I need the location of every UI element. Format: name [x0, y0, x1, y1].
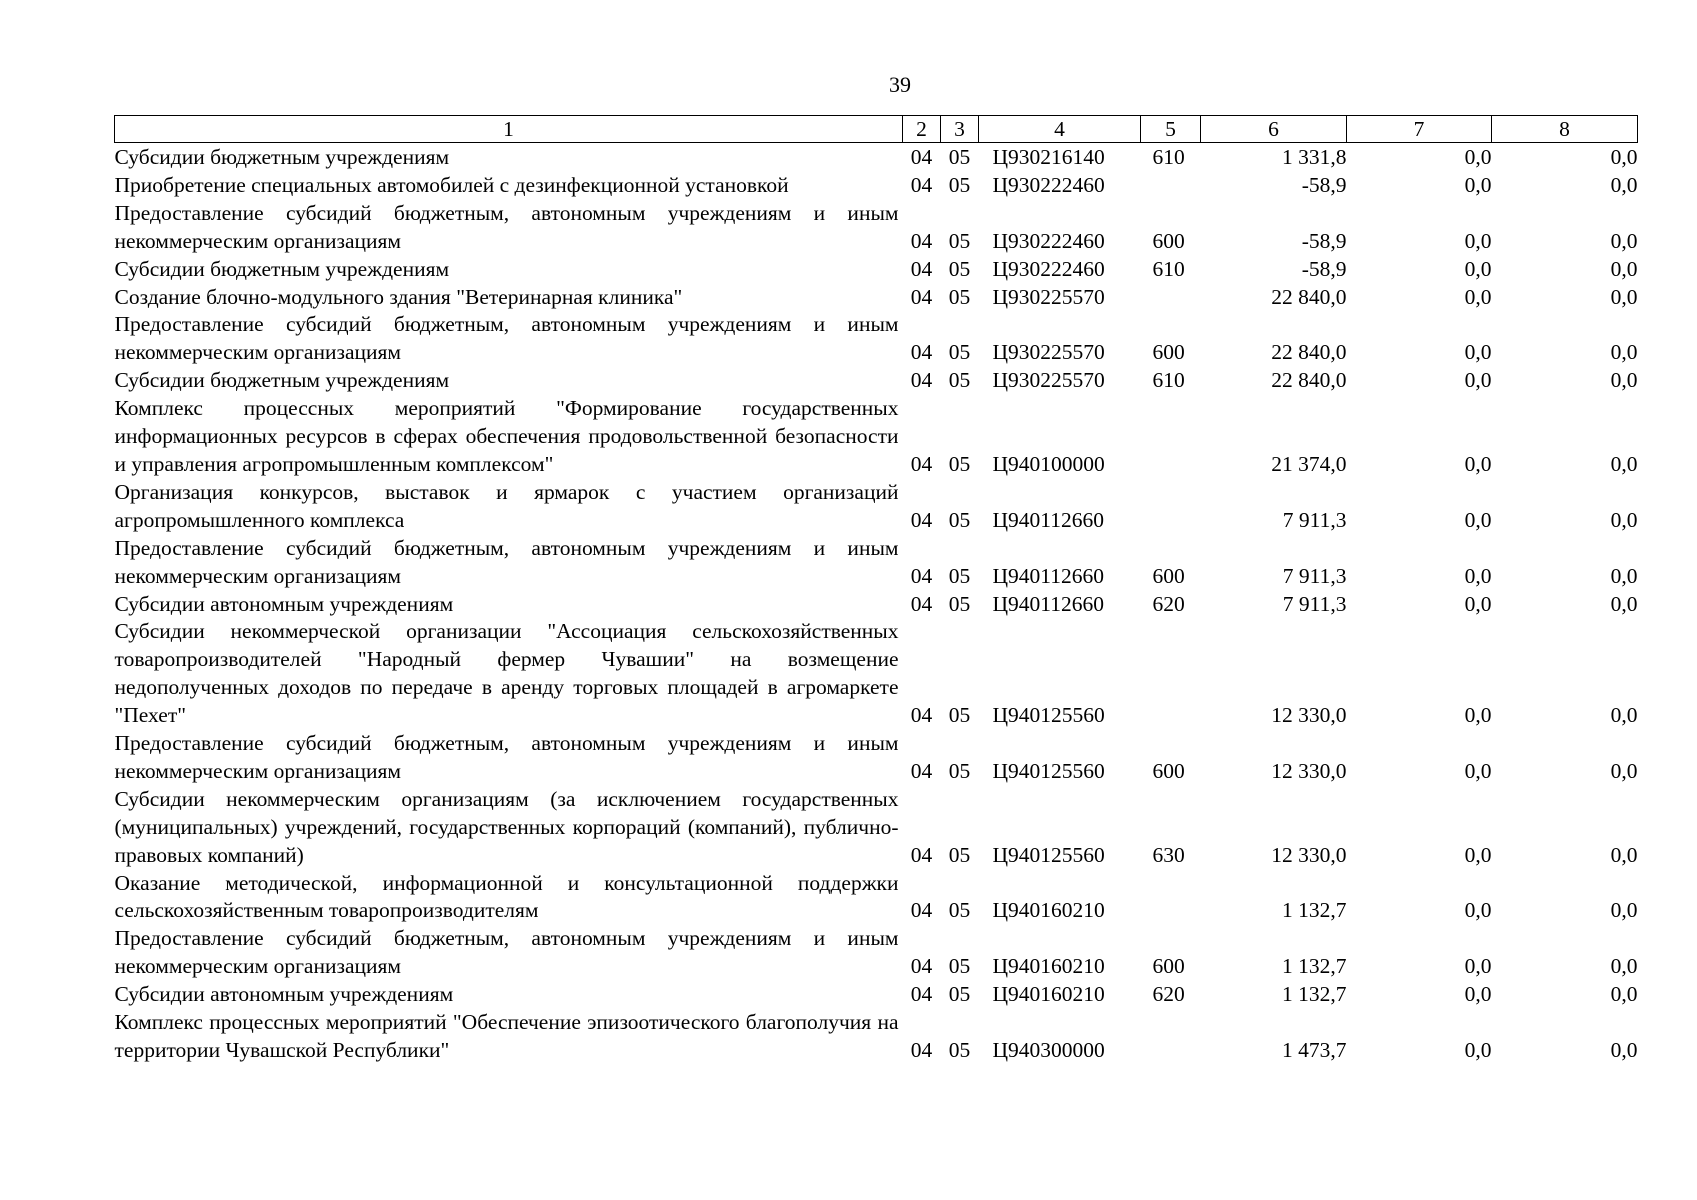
row-section-code: 04 [910, 172, 933, 197]
table-row [115, 395, 1638, 479]
row-amount-col7: 0,0 [1464, 898, 1492, 923]
row-expense-type [1141, 479, 1201, 535]
row-amount-col7: 0,0 [1464, 172, 1492, 197]
row-name: Оказание методической, информационной и консультационной поддержки сельскохозяйственным товаропроизводителям [114, 870, 899, 923]
table-header-row [115, 116, 1638, 143]
row-subsection-code: 05 [948, 451, 971, 476]
row-target-article: Ц930222460 [992, 172, 1105, 197]
row-amount-col6: 1 132,7 [1282, 954, 1347, 979]
table-row [115, 981, 1638, 1009]
row-section-code: 04 [910, 703, 933, 728]
row-target-article: Ц930222460 [992, 228, 1105, 253]
column-header-4: 4 [979, 116, 1141, 143]
row-expense-type: 600 [1152, 228, 1185, 253]
row-section-code: 04 [910, 563, 933, 588]
row-expense-type: 610 [1152, 145, 1185, 169]
row-target-article: Ц940125560 [992, 758, 1105, 783]
row-amount-col8: 0,0 [1610, 591, 1638, 616]
row-subsection-code: 05 [948, 228, 971, 253]
row-amount-col8: 0,0 [1610, 563, 1638, 588]
table-row [115, 591, 1638, 619]
row-amount-col8: 0,0 [1610, 256, 1638, 281]
row-subsection-code: 05 [948, 1038, 971, 1062]
row-expense-type: 600 [1152, 954, 1185, 979]
row-section-code: 04 [910, 898, 933, 923]
row-amount-col7: 0,0 [1464, 982, 1492, 1007]
row-target-article: Ц930225570 [992, 340, 1105, 365]
row-amount-col7: 0,0 [1464, 340, 1492, 365]
row-name: Предоставление субсидий бюджетным, автономным учреждениям и иным некоммерческим организациям [114, 926, 899, 979]
row-expense-type: 620 [1152, 982, 1185, 1007]
row-name: Предоставление субсидий бюджетным, автономным учреждениям и иным некоммерческим организациям [114, 312, 899, 365]
column-header-1: 1 [115, 116, 903, 143]
row-name: Субсидии автономным учреждениям [114, 591, 454, 616]
row-subsection-code: 05 [948, 954, 971, 979]
row-amount-col7: 0,0 [1464, 1038, 1492, 1062]
row-amount-col6: 21 374,0 [1271, 451, 1347, 476]
table-row [115, 618, 1638, 730]
column-header-7: 7 [1347, 116, 1492, 143]
row-amount-col6: 22 840,0 [1271, 340, 1347, 365]
table-row [115, 1009, 1638, 1065]
row-name: Субсидии бюджетным учреждениям [114, 368, 450, 393]
row-target-article: Ц930225570 [992, 368, 1105, 393]
row-subsection-code: 05 [948, 256, 971, 281]
row-amount-col8: 0,0 [1610, 340, 1638, 365]
row-amount-col8: 0,0 [1610, 703, 1638, 728]
row-subsection-code: 05 [948, 368, 971, 393]
row-target-article: Ц940160210 [992, 898, 1105, 923]
table-row [115, 535, 1638, 591]
row-amount-col8: 0,0 [1610, 1038, 1638, 1062]
row-expense-type [1141, 395, 1201, 479]
row-amount-col8: 0,0 [1610, 842, 1638, 867]
row-expense-type: 600 [1152, 563, 1185, 588]
row-amount-col7: 0,0 [1464, 591, 1492, 616]
row-section-code: 04 [910, 842, 933, 867]
row-subsection-code: 05 [948, 758, 971, 783]
row-name: Приобретение специальных автомобилей с дезинфекционной установкой [114, 172, 789, 197]
row-expense-type: 610 [1152, 256, 1185, 281]
row-target-article: Ц940125560 [992, 703, 1105, 728]
row-subsection-code: 05 [948, 703, 971, 728]
row-expense-type: 620 [1152, 591, 1185, 616]
row-section-code: 04 [910, 591, 933, 616]
row-amount-col7: 0,0 [1464, 563, 1492, 588]
row-target-article: Ц930216140 [992, 145, 1105, 169]
row-name: Организация конкурсов, выставок и ярмарок с участием организаций агропромышленного комплекса [114, 479, 899, 532]
row-name: Создание блочно-модульного здания "Ветеринарная клиника" [114, 284, 683, 309]
table-row [115, 870, 1638, 926]
row-section-code: 04 [910, 1038, 933, 1062]
row-section-code: 04 [910, 228, 933, 253]
table-row [115, 730, 1638, 786]
row-expense-type: 600 [1152, 758, 1185, 783]
row-name: Субсидии бюджетным учреждениям [114, 256, 450, 281]
row-target-article: Ц940160210 [992, 982, 1105, 1007]
table-row [115, 143, 1638, 172]
row-subsection-code: 05 [948, 145, 971, 169]
row-expense-type [1141, 870, 1201, 926]
row-amount-col8: 0,0 [1610, 228, 1638, 253]
row-amount-col6: 7 911,3 [1282, 591, 1347, 616]
row-amount-col6: -58,9 [1301, 228, 1347, 253]
row-subsection-code: 05 [948, 563, 971, 588]
row-target-article: Ц940100000 [992, 451, 1105, 476]
row-expense-type [1141, 1009, 1201, 1065]
row-section-code: 04 [910, 982, 933, 1007]
row-amount-col7: 0,0 [1464, 256, 1492, 281]
row-subsection-code: 05 [948, 898, 971, 923]
row-section-code: 04 [910, 451, 933, 476]
row-target-article: Ц940112660 [992, 507, 1104, 532]
row-section-code: 04 [910, 256, 933, 281]
row-target-article: Ц940160210 [992, 954, 1105, 979]
row-amount-col7: 0,0 [1464, 758, 1492, 783]
row-section-code: 04 [910, 145, 933, 169]
row-amount-col7: 0,0 [1464, 284, 1492, 309]
row-amount-col6: 7 911,3 [1282, 507, 1347, 532]
row-expense-type [1141, 172, 1201, 200]
table-row [115, 256, 1638, 284]
column-header-2: 2 [903, 116, 941, 143]
row-section-code: 04 [910, 284, 933, 309]
row-amount-col6: 1 132,7 [1282, 898, 1347, 923]
row-section-code: 04 [910, 954, 933, 979]
row-target-article: Ц940112660 [992, 563, 1104, 588]
row-amount-col7: 0,0 [1464, 842, 1492, 867]
budget-table [114, 115, 1638, 1065]
row-name: Субсидии некоммерческой организации "Ассоциация сельскохозяйственных товаропроизводителей "Народный фермер Чувашии" на возмещение недополученных доходов по передаче в аренду торговых площадей в агромаркете "Пехет" [114, 619, 899, 728]
table-row [115, 311, 1638, 367]
row-amount-col7: 0,0 [1464, 703, 1492, 728]
row-amount-col6: 1 331,8 [1282, 145, 1347, 169]
row-amount-col7: 0,0 [1464, 145, 1492, 169]
row-expense-type [1141, 284, 1201, 312]
row-amount-col6: 12 330,0 [1271, 758, 1347, 783]
row-name: Предоставление субсидий бюджетным, автономным учреждениям и иным некоммерческим организациям [114, 731, 899, 783]
row-amount-col7: 0,0 [1464, 954, 1492, 979]
row-section-code: 04 [910, 507, 933, 532]
column-header-5: 5 [1141, 116, 1201, 143]
row-amount-col7: 0,0 [1464, 368, 1492, 393]
row-amount-col8: 0,0 [1610, 982, 1638, 1007]
row-amount-col8: 0,0 [1610, 507, 1638, 532]
row-subsection-code: 05 [948, 982, 971, 1007]
table-row [115, 172, 1638, 200]
row-name: Субсидии некоммерческим организациям (за исключением государственных (муниципальных) учреждений, государственных корпораций (компаний), публично-правовых компаний) [114, 786, 899, 867]
row-amount-col8: 0,0 [1610, 451, 1638, 476]
column-header-6: 6 [1201, 116, 1347, 143]
row-amount-col7: 0,0 [1464, 451, 1492, 476]
row-amount-col8: 0,0 [1610, 172, 1638, 197]
row-amount-col6: 7 911,3 [1282, 563, 1347, 588]
row-name: Предоставление субсидий бюджетным, автономным учреждениям и иным некоммерческим организациям [114, 535, 899, 588]
row-subsection-code: 05 [948, 284, 971, 309]
row-name: Предоставление субсидий бюджетным, автономным учреждениям и иным некоммерческим организациям [114, 200, 899, 253]
row-amount-col8: 0,0 [1610, 758, 1638, 783]
row-target-article: Ц940112660 [992, 591, 1104, 616]
row-amount-col7: 0,0 [1464, 228, 1492, 253]
table-row [115, 200, 1638, 256]
row-subsection-code: 05 [948, 172, 971, 197]
table-row [115, 479, 1638, 535]
row-name: Субсидии бюджетным учреждениям [114, 145, 450, 169]
row-subsection-code: 05 [948, 591, 971, 616]
row-name: Комплекс процессных мероприятий "Обеспечение эпизоотического благополучия на территории Чувашской Республики" [114, 1010, 899, 1062]
row-amount-col6: 12 330,0 [1271, 842, 1347, 867]
row-amount-col8: 0,0 [1610, 368, 1638, 393]
row-expense-type: 630 [1152, 842, 1185, 867]
page-number: 39 [889, 72, 911, 97]
row-amount-col6: 22 840,0 [1271, 284, 1347, 309]
column-header-3: 3 [941, 116, 979, 143]
column-header-8: 8 [1492, 116, 1638, 143]
row-section-code: 04 [910, 340, 933, 365]
row-section-code: 04 [910, 758, 933, 783]
table-row [115, 367, 1638, 395]
table-body [115, 143, 1638, 1065]
row-amount-col7: 0,0 [1464, 507, 1492, 532]
row-amount-col6: -58,9 [1301, 256, 1347, 281]
row-target-article: Ц930225570 [992, 284, 1105, 309]
row-amount-col8: 0,0 [1610, 954, 1638, 979]
row-name: Комплекс процессных мероприятий "Формирование государственных информационных ресурсов в сферах обеспечения продовольственной безопасности и управления агропромышленным комплексом" [114, 396, 899, 476]
row-target-article: Ц940300000 [992, 1038, 1105, 1062]
row-section-code: 04 [910, 368, 933, 393]
row-name: Субсидии автономным учреждениям [114, 982, 454, 1007]
row-target-article: Ц930222460 [992, 256, 1105, 281]
row-expense-type: 610 [1152, 368, 1185, 393]
row-amount-col8: 0,0 [1610, 898, 1638, 923]
row-expense-type: 600 [1152, 340, 1185, 365]
row-amount-col8: 0,0 [1610, 145, 1638, 169]
row-amount-col6: 1 132,7 [1282, 982, 1347, 1007]
table-row [115, 786, 1638, 870]
row-amount-col6: 12 330,0 [1271, 703, 1347, 728]
row-subsection-code: 05 [948, 842, 971, 867]
row-amount-col6: 22 840,0 [1271, 368, 1347, 393]
row-expense-type [1141, 618, 1201, 730]
row-subsection-code: 05 [948, 507, 971, 532]
row-amount-col8: 0,0 [1610, 284, 1638, 309]
table-row [115, 925, 1638, 981]
row-target-article: Ц940125560 [992, 842, 1105, 867]
row-amount-col6: 1 473,7 [1282, 1038, 1347, 1062]
row-amount-col6: -58,9 [1301, 172, 1347, 197]
row-subsection-code: 05 [948, 340, 971, 365]
table-row [115, 284, 1638, 312]
